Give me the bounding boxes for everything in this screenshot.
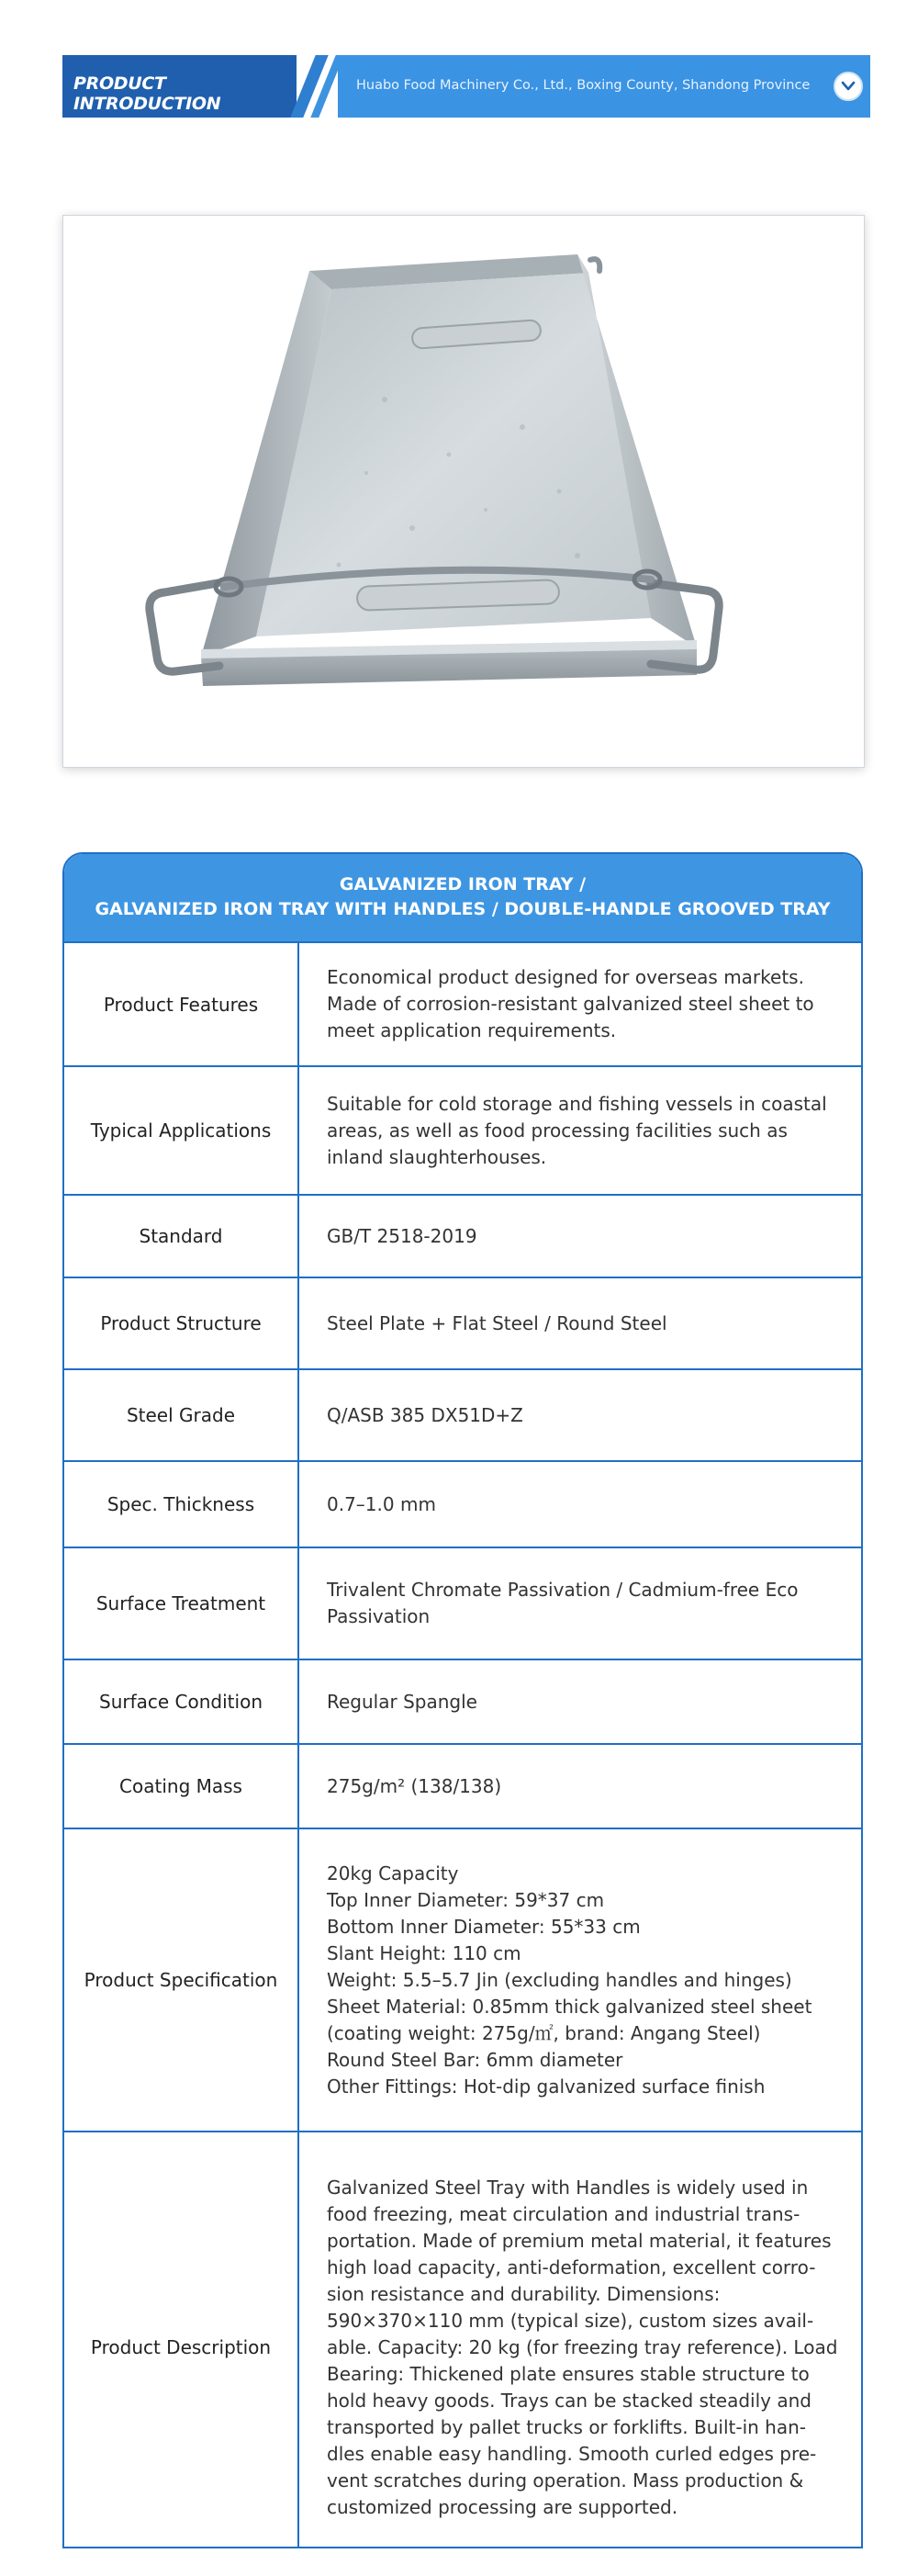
banner-title: PRODUCT INTRODUCTION bbox=[73, 73, 221, 114]
spec-value-line: Q/ASB 385 DX51D+Z bbox=[327, 1403, 523, 1426]
spec-value bbox=[299, 1548, 861, 1659]
spec-value-line: customized processing are supported. bbox=[327, 2495, 678, 2518]
spec-value bbox=[299, 943, 861, 1065]
spec-value-line: hold heavy goods. Trays can be stacked steadily and bbox=[327, 2389, 812, 2412]
heading-line: GALVANIZED IRON TRAY / bbox=[339, 874, 587, 894]
spec-label: Typical Applications bbox=[64, 1067, 299, 1194]
spec-value-line: sion resistance and durability. Dimensions: bbox=[327, 2282, 721, 2305]
spec-value-line: Slant Height: 110 cm bbox=[327, 1941, 521, 1964]
spec-value-line: Sheet Material: 0.85mm thick galvanized steel sheet bbox=[327, 1995, 812, 2018]
spec-value bbox=[299, 1660, 861, 1743]
spec-label: Standard bbox=[64, 1196, 299, 1277]
spec-row bbox=[64, 1460, 861, 1547]
spec-value-line: portation. Made of premium metal material, it features bbox=[327, 2229, 832, 2252]
spec-value bbox=[299, 1462, 861, 1547]
spec-label: Surface Condition bbox=[64, 1660, 299, 1743]
spec-value bbox=[299, 2132, 861, 2548]
spec-value-line: (coating weight: 275g/㎡, brand: Angang Steel) bbox=[327, 2021, 761, 2044]
spec-label: Coating Mass bbox=[64, 1745, 299, 1828]
spec-value-line: Galvanized Steel Tray with Handles is widely used in bbox=[327, 2176, 809, 2199]
spec-value-line: able. Capacity: 20 kg (for freezing tray reference). Load bbox=[327, 2335, 838, 2358]
spec-value bbox=[299, 1067, 861, 1194]
spec-value-line: transported by pallet trucks or forklifts. Built-in han- bbox=[327, 2415, 806, 2438]
spec-value bbox=[299, 1196, 861, 1277]
spec-row bbox=[64, 941, 861, 1065]
spec-value-line: inland slaughterhouses. bbox=[327, 1145, 547, 1168]
spec-value-line: 590×370×110 mm (typical size), custom sizes avail- bbox=[327, 2309, 814, 2332]
spec-value-line: Other Fittings: Hot-dip galvanized surface finish bbox=[327, 2075, 766, 2098]
spec-value-line: Steel Plate + Flat Steel / Round Steel bbox=[327, 1311, 667, 1334]
banner-title-block bbox=[62, 55, 297, 118]
spec-row bbox=[64, 1194, 861, 1277]
spec-value bbox=[299, 1370, 861, 1460]
spec-row bbox=[64, 1743, 861, 1828]
spec-value-line: GB/T 2518-2019 bbox=[327, 1224, 477, 1247]
spec-value-line: high load capacity, anti-deformation, excellent corro- bbox=[327, 2255, 816, 2278]
spec-value-line: Round Steel Bar: 6mm diameter bbox=[327, 2048, 623, 2071]
spec-value-line: Made of corrosion-resistant galvanized steel sheet to bbox=[327, 993, 814, 1015]
spec-value-line: Economical product designed for overseas markets. bbox=[327, 966, 804, 988]
spec-value-line: Trivalent Chromate Passivation / Cadmium-free Eco bbox=[327, 1579, 799, 1601]
spec-value-line: Regular Spangle bbox=[327, 1690, 477, 1713]
spec-value-line: Top Inner Diameter: 59*37 cm bbox=[327, 1888, 605, 1911]
spec-value-line: 0.7–1.0 mm bbox=[327, 1492, 436, 1515]
spec-row bbox=[64, 1659, 861, 1743]
spec-row bbox=[64, 1547, 861, 1659]
spec-value bbox=[299, 1829, 861, 2131]
header-banner bbox=[62, 55, 870, 118]
spec-value-line: Weight: 5.5–5.7 Jin (excluding handles and hinges) bbox=[327, 1968, 792, 1991]
spec-value bbox=[299, 1745, 861, 1828]
spec-label: Product Features bbox=[64, 943, 299, 1065]
spec-value-line: Bottom Inner Diameter: 55*33 cm bbox=[327, 1915, 641, 1938]
product-photo bbox=[62, 215, 865, 768]
spec-label: Product Specification bbox=[64, 1829, 299, 2131]
banner-company-block bbox=[338, 55, 870, 118]
scroll-down-button[interactable] bbox=[834, 72, 863, 101]
spec-row bbox=[64, 1065, 861, 1194]
spec-label: Steel Grade bbox=[64, 1370, 299, 1460]
spec-value-line: Passivation bbox=[327, 1605, 431, 1627]
spec-value-line: 20kg Capacity bbox=[327, 1862, 459, 1884]
heading-line: GALVANIZED IRON TRAY WITH HANDLES / DOUBLE-HANDLE GROOVED TRAY bbox=[95, 899, 831, 919]
spec-row bbox=[64, 1277, 861, 1368]
spec-value-line: areas, as well as food processing facilities such as bbox=[327, 1119, 788, 1142]
spec-table-heading bbox=[64, 854, 861, 941]
spec-label: Surface Treatment bbox=[64, 1548, 299, 1659]
tray-illustration bbox=[63, 216, 864, 767]
spec-value-line: Bearing: Thickened plate ensures stable structure to bbox=[327, 2362, 810, 2385]
spec-value-line: meet application requirements. bbox=[327, 1019, 617, 1041]
spec-value-line: food freezing, meat circulation and industrial trans- bbox=[327, 2202, 800, 2225]
spec-table bbox=[62, 852, 863, 2548]
spec-row bbox=[64, 2131, 861, 2548]
spec-value-line: dles enable easy handling. Smooth curled edges pre- bbox=[327, 2442, 817, 2465]
company-name: Huabo Food Machinery Co., Ltd., Boxing County, Shandong Province bbox=[356, 78, 811, 93]
spec-row bbox=[64, 1828, 861, 2131]
chevron-down-icon bbox=[841, 80, 856, 93]
spec-label: Spec. Thickness bbox=[64, 1462, 299, 1547]
spec-row bbox=[64, 1368, 861, 1460]
spec-label: Product Description bbox=[64, 2132, 299, 2548]
spec-label: Product Structure bbox=[64, 1278, 299, 1368]
spec-value bbox=[299, 1278, 861, 1368]
spec-value-line: Suitable for cold storage and fishing vessels in coastal bbox=[327, 1092, 827, 1115]
spec-value-line: vent scratches during operation. Mass production & bbox=[327, 2469, 804, 2492]
spec-value-line: 275g/m² (138/138) bbox=[327, 1774, 502, 1797]
